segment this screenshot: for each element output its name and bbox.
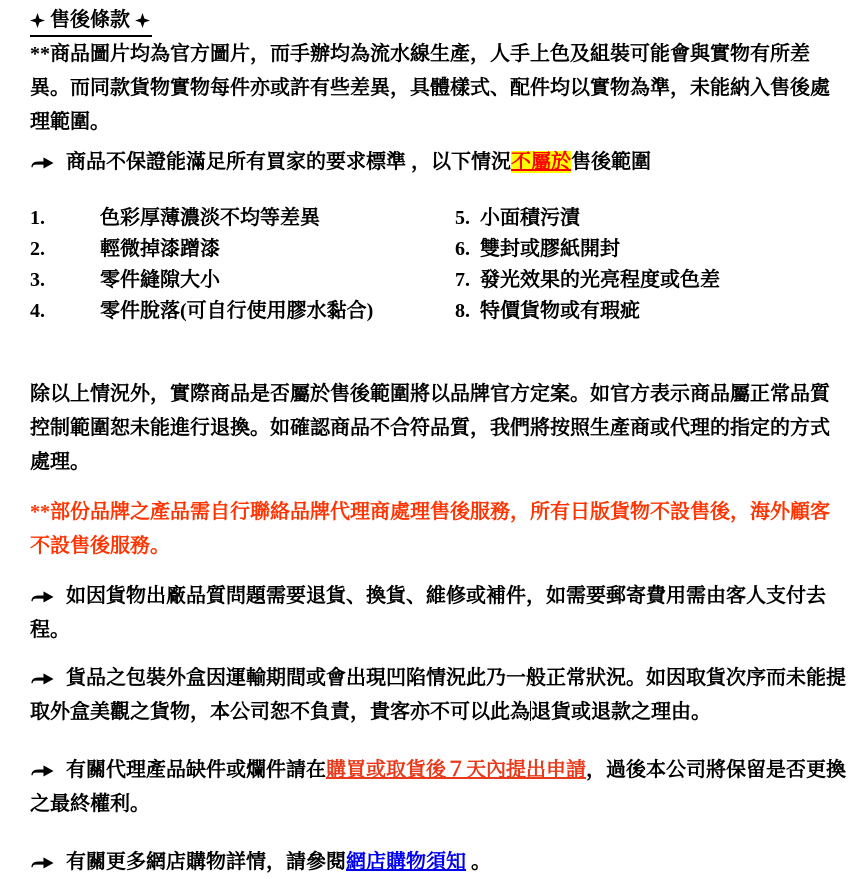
item-text: 雙封或膠紙開封 [480, 238, 620, 260]
exclusion-item [30, 234, 455, 265]
item-text: 零件脫落(可自行使用膠水黏合) [100, 300, 374, 322]
bullet-packaging-paragraph [30, 661, 848, 729]
four-pointed-star-icon [30, 13, 45, 28]
page-title [30, 6, 848, 37]
bullet-more-post: 。 [466, 851, 491, 873]
exclusion-item [455, 234, 848, 265]
bullet-more-pre: 有關更多網店購物詳情，請參閱 [66, 851, 346, 873]
bullet-packaging-text-2: 退貨或退款之理由。 [531, 701, 711, 723]
item-number: 6. [455, 238, 470, 260]
decision-text: 除以上情況外，實際商品是否屬於售後範圍將以品牌官方定案。如官方表示商品屬正常品質控制範圍恕未能進行退換。如確認商品不合符品質，我們將按照生產商或代理的指定的方式處理。 [30, 383, 830, 473]
item-text: 輕微掉漆蹭漆 [100, 238, 220, 260]
item-number: 4. [30, 300, 45, 322]
curved-right-arrow-icon [30, 762, 55, 777]
exclusion-item [455, 265, 848, 296]
bullet-more-line [30, 845, 848, 879]
notice-post: 售後範圍 [571, 151, 651, 173]
bullet-defect-pre: 有關代理產品缺件或爛件請在 [66, 759, 326, 781]
notice-line [30, 145, 848, 179]
item-text: 零件縫隙大小 [100, 269, 220, 291]
bullet-packaging-text-1: 貨品之包裝外盒因運輸期間或會出現凹陷情況此乃一般正常狀況。如因取貨次序而未能提取外盒美觀之貨物，本公司恕不負責，貴客亦不可以此為 [30, 667, 846, 723]
item-number: 2. [30, 238, 45, 260]
item-text: 發光效果的光亮程度或色差 [480, 269, 720, 291]
page-title-text: 售後條款 [50, 9, 130, 31]
bullet-defect-post: ，過後本公司將保留是否更換之最終權利。 [30, 759, 846, 815]
curved-right-arrow-icon [30, 154, 55, 169]
four-pointed-star-icon [135, 13, 150, 28]
intro-paragraph [30, 37, 848, 139]
shop-guide-link[interactable]: 網店購物須知 [346, 851, 466, 873]
item-text: 特價貨物或有瑕疵 [480, 300, 640, 322]
item-number: 1. [30, 207, 45, 229]
bullet-defect-paragraph [30, 753, 848, 821]
item-number: 7. [455, 269, 470, 291]
item-text: 小面積污漬 [480, 207, 580, 229]
agency-red-note [30, 495, 848, 563]
notice-highlighted-phrase: 不屬於 [511, 151, 571, 173]
item-number: 3. [30, 269, 45, 291]
item-text: 色彩厚薄濃淡不均等差異 [100, 207, 320, 229]
defect-deadline-phrase: 購買或取貨後７天內提出申請 [326, 759, 586, 781]
notice-pre: 商品不保證能滿足所有買家的要求標準 ，以下情況 [66, 151, 511, 173]
item-number: 8. [455, 300, 470, 322]
intro-text: **商品圖片均為官方圖片，而手辦均為流水線生產，人手上色及組裝可能會與實物有所差異。而同款貨物實物每件亦或許有些差異，具體樣式、配件均以實物為準，未能納入售後處理範圍。 [30, 43, 830, 133]
decision-paragraph [30, 377, 848, 479]
page-title-underline [30, 6, 152, 37]
curved-right-arrow-icon [30, 588, 55, 603]
exclusion-list [30, 203, 848, 327]
exclusion-item [455, 203, 848, 234]
bullet-return-text: 如因貨物出廠品質問題需要退貨、換貨、維修或補件，如需要郵寄費用需由客人支付去程。 [30, 585, 826, 641]
exclusion-item [30, 265, 455, 296]
exclusion-item [30, 296, 455, 327]
agency-note-text: **部份品牌之產品需自行聯絡品牌代理商處理售後服務，所有日版貨物不設售後，海外顧客不設售後服務。 [30, 501, 830, 557]
exclusion-item [455, 296, 848, 327]
item-number: 5. [455, 207, 470, 229]
bullet-return-line [30, 579, 848, 647]
curved-right-arrow-icon [30, 670, 55, 685]
exclusion-item [30, 203, 455, 234]
curved-right-arrow-icon [30, 854, 55, 869]
